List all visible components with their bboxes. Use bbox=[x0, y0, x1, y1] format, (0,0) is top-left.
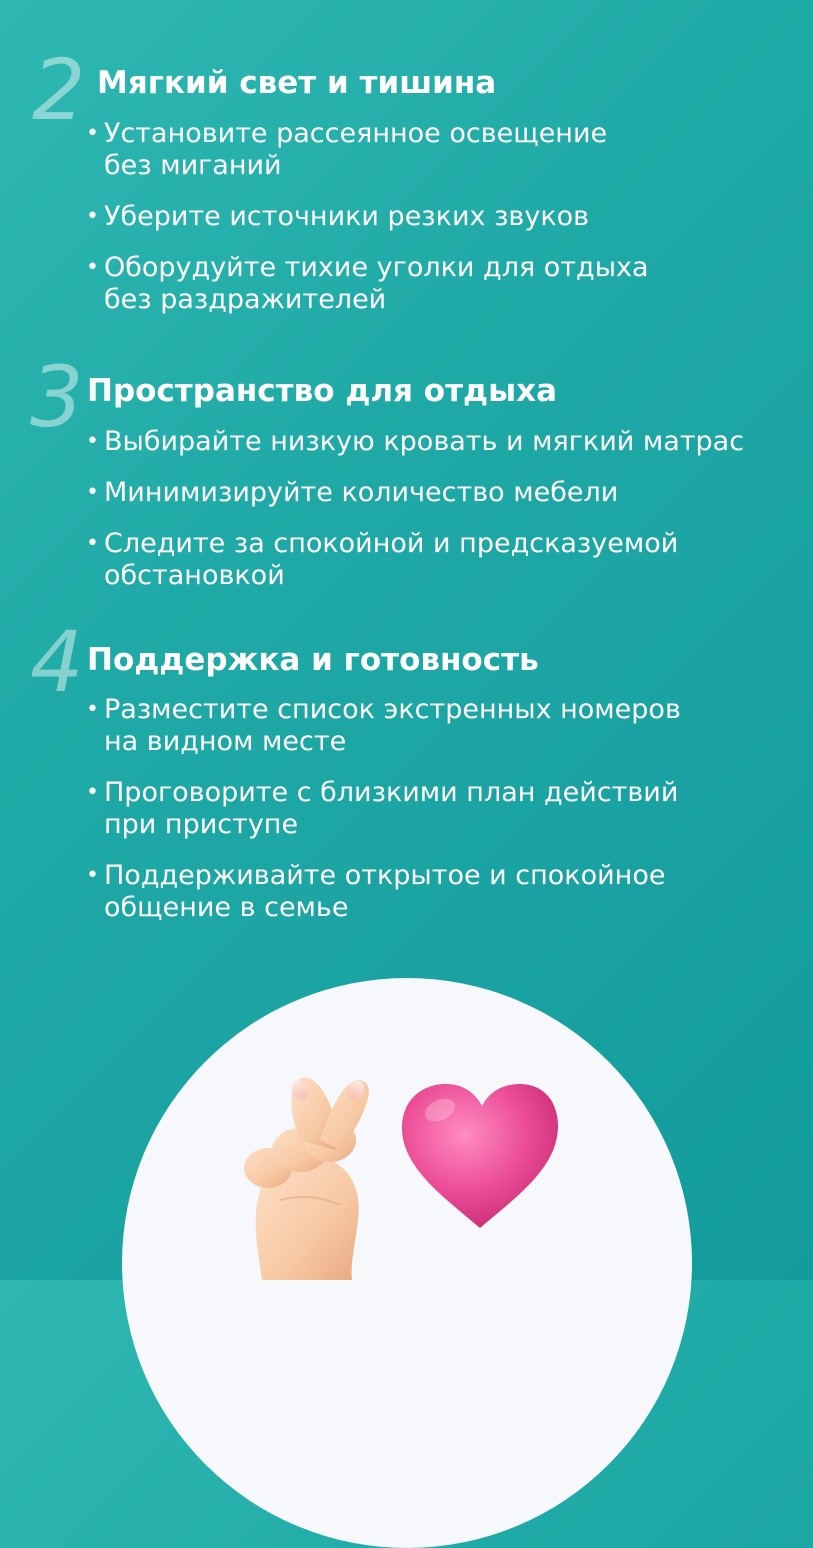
section-number: 3 bbox=[30, 348, 82, 446]
section-title: Пространство для отдыха bbox=[87, 373, 558, 409]
bullet: • bbox=[86, 531, 99, 556]
section-title: Поддержка и готовность bbox=[87, 642, 539, 678]
section-number: 2 bbox=[32, 41, 84, 139]
list-item-text: Поддерживайте открытое и спокойное общение в семье bbox=[104, 860, 666, 923]
section-number: 4 bbox=[30, 613, 82, 711]
list-item-text: Минимизируйте количество мебели bbox=[104, 477, 619, 508]
list-item-text: Уберите источники резких звуков bbox=[104, 201, 590, 232]
heart-icon bbox=[402, 1084, 558, 1228]
bullet: • bbox=[86, 780, 99, 805]
list-item-text: Проговорите с близкими план действий при приступе bbox=[104, 777, 679, 840]
section-title: Мягкий свет и тишина bbox=[97, 65, 497, 101]
bullet: • bbox=[86, 697, 99, 722]
list-item-text: Следите за спокойной и предсказуемой обстановкой bbox=[104, 528, 679, 591]
list-item-text: Установите рассеянное освещение без миганий bbox=[104, 118, 608, 181]
list-item-text: Разместите список экстренных номеров на видном месте bbox=[104, 694, 681, 757]
bullet: • bbox=[86, 121, 99, 146]
bullet: • bbox=[86, 204, 99, 229]
list-item-text: Оборудуйте тихие уголки для отдыха без раздражителей bbox=[104, 252, 649, 315]
bullet: • bbox=[86, 480, 99, 505]
list-item-text: Выбирайте низкую кровать и мягкий матрас bbox=[104, 426, 745, 457]
bullet: • bbox=[86, 255, 99, 280]
bullet: • bbox=[86, 429, 99, 454]
finger-heart-hand-icon bbox=[244, 1078, 369, 1280]
bullet: • bbox=[86, 863, 99, 888]
